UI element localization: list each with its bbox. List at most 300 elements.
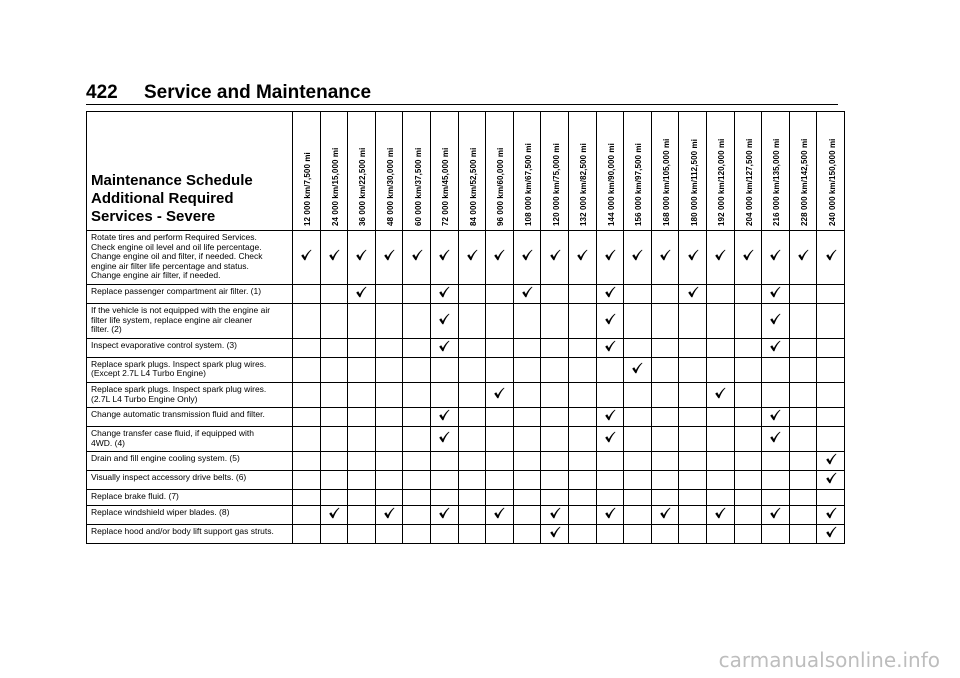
schedule-cell bbox=[458, 490, 486, 506]
schedule-cell bbox=[430, 408, 458, 427]
table-row bbox=[87, 357, 845, 382]
schedule-cell bbox=[403, 357, 431, 382]
schedule-cell bbox=[762, 382, 790, 407]
check-mark-icon bbox=[383, 248, 395, 260]
schedule-cell bbox=[430, 524, 458, 543]
service-description bbox=[87, 231, 293, 285]
schedule-cell bbox=[651, 471, 679, 490]
schedule-cell bbox=[320, 382, 348, 407]
schedule-cell bbox=[513, 490, 541, 506]
schedule-cell bbox=[734, 490, 762, 506]
schedule-cell bbox=[596, 303, 624, 338]
schedule-cell bbox=[403, 338, 431, 357]
interval-label: 24 000 km/15,000 mi bbox=[330, 147, 340, 226]
check-mark-icon bbox=[493, 386, 505, 398]
schedule-cell bbox=[458, 303, 486, 338]
schedule-cell bbox=[541, 524, 569, 543]
schedule-cell bbox=[486, 490, 514, 506]
schedule-cell bbox=[320, 452, 348, 471]
schedule-cell bbox=[403, 471, 431, 490]
schedule-cell bbox=[486, 231, 514, 285]
schedule-cell bbox=[348, 284, 376, 303]
service-description-line: If the vehicle is not equipped with the engine air bbox=[91, 304, 271, 315]
schedule-cell bbox=[596, 408, 624, 427]
check-mark-icon bbox=[825, 452, 837, 464]
schedule-cell bbox=[430, 231, 458, 285]
schedule-cell bbox=[320, 408, 348, 427]
check-mark-icon bbox=[714, 248, 726, 260]
schedule-cell bbox=[789, 338, 817, 357]
service-description-line: Change automatic transmission fluid and filter. bbox=[91, 409, 265, 420]
schedule-cell bbox=[596, 427, 624, 452]
check-mark-icon bbox=[825, 248, 837, 260]
schedule-cell bbox=[486, 505, 514, 524]
schedule-cell bbox=[403, 524, 431, 543]
check-mark-icon bbox=[769, 408, 781, 420]
schedule-cell bbox=[513, 284, 541, 303]
schedule-cell bbox=[513, 427, 541, 452]
schedule-cell bbox=[568, 471, 596, 490]
schedule-cell bbox=[486, 284, 514, 303]
schedule-cell bbox=[375, 231, 403, 285]
check-mark-icon bbox=[825, 506, 837, 518]
check-mark-icon bbox=[521, 248, 533, 260]
schedule-cell bbox=[568, 452, 596, 471]
schedule-cell bbox=[706, 357, 734, 382]
schedule-cell bbox=[817, 524, 845, 543]
service-description-line: filter. (2) bbox=[91, 324, 122, 335]
table-row bbox=[87, 382, 845, 407]
schedule-cell bbox=[789, 231, 817, 285]
schedule-cell bbox=[762, 452, 790, 471]
check-mark-icon bbox=[631, 248, 643, 260]
schedule-cell bbox=[817, 490, 845, 506]
schedule-cell bbox=[375, 303, 403, 338]
service-description-line: (2.7L L4 Turbo Engine Only) bbox=[91, 393, 198, 404]
table-header-row bbox=[87, 112, 845, 231]
interval-column-header bbox=[320, 112, 348, 231]
schedule-cell bbox=[596, 452, 624, 471]
service-description-line: Inspect evaporative control system. (3) bbox=[91, 339, 237, 350]
schedule-cell bbox=[734, 427, 762, 452]
table-title-line: Additional Required bbox=[91, 190, 234, 207]
check-mark-icon bbox=[438, 285, 450, 297]
schedule-cell bbox=[706, 408, 734, 427]
check-mark-icon bbox=[300, 248, 312, 260]
interval-column-header bbox=[706, 112, 734, 231]
schedule-cell bbox=[734, 471, 762, 490]
table-row bbox=[87, 338, 845, 357]
service-description-line: Replace spark plugs. Inspect spark plug wires. bbox=[91, 358, 267, 369]
schedule-cell bbox=[817, 357, 845, 382]
service-description-line: Check engine oil level and oil life percentage. bbox=[91, 241, 262, 252]
schedule-cell bbox=[375, 471, 403, 490]
schedule-cell bbox=[458, 452, 486, 471]
interval-label: 48 000 km/30,000 mi bbox=[386, 147, 396, 226]
check-mark-icon bbox=[521, 285, 533, 297]
service-description-line: 4WD. (4) bbox=[91, 437, 125, 448]
interval-label: 168 000 km/105,000 mi bbox=[662, 138, 672, 226]
service-description-line: Visually inspect accessory drive belts. (6) bbox=[91, 472, 247, 483]
schedule-cell bbox=[679, 231, 707, 285]
check-mark-icon bbox=[438, 248, 450, 260]
schedule-cell bbox=[651, 338, 679, 357]
check-mark-icon bbox=[549, 525, 561, 537]
check-mark-icon bbox=[659, 506, 671, 518]
schedule-cell bbox=[789, 303, 817, 338]
schedule-cell bbox=[762, 338, 790, 357]
check-mark-icon bbox=[438, 408, 450, 420]
service-description bbox=[87, 303, 293, 338]
schedule-cell bbox=[596, 490, 624, 506]
schedule-cell bbox=[320, 490, 348, 506]
service-description bbox=[87, 505, 293, 524]
check-mark-icon bbox=[604, 285, 616, 297]
schedule-cell bbox=[458, 471, 486, 490]
schedule-cell bbox=[513, 303, 541, 338]
schedule-cell bbox=[596, 338, 624, 357]
schedule-cell bbox=[348, 471, 376, 490]
schedule-cell bbox=[624, 408, 652, 427]
interval-label: 156 000 km/97,500 mi bbox=[634, 143, 644, 226]
schedule-cell bbox=[486, 471, 514, 490]
schedule-cell bbox=[762, 490, 790, 506]
service-description-line: Change transfer case fluid, if equipped with bbox=[91, 428, 255, 439]
schedule-cell bbox=[293, 505, 321, 524]
schedule-cell bbox=[817, 284, 845, 303]
check-mark-icon bbox=[769, 312, 781, 324]
schedule-cell bbox=[789, 490, 817, 506]
check-mark-icon bbox=[659, 248, 671, 260]
schedule-cell bbox=[762, 284, 790, 303]
schedule-cell bbox=[734, 408, 762, 427]
interval-column-header bbox=[430, 112, 458, 231]
schedule-cell bbox=[596, 357, 624, 382]
interval-label: 96 000 km/60,000 mi bbox=[496, 147, 506, 226]
schedule-cell bbox=[348, 357, 376, 382]
service-description bbox=[87, 427, 293, 452]
schedule-cell bbox=[541, 452, 569, 471]
interval-column-header bbox=[375, 112, 403, 231]
schedule-cell bbox=[624, 338, 652, 357]
schedule-cell bbox=[486, 338, 514, 357]
header-rule bbox=[86, 104, 838, 105]
check-mark-icon bbox=[687, 248, 699, 260]
schedule-cell bbox=[817, 338, 845, 357]
schedule-cell bbox=[430, 357, 458, 382]
schedule-cell bbox=[762, 303, 790, 338]
interval-column-header bbox=[789, 112, 817, 231]
schedule-cell bbox=[706, 231, 734, 285]
table-row bbox=[87, 452, 845, 471]
schedule-cell bbox=[817, 471, 845, 490]
schedule-cell bbox=[320, 284, 348, 303]
schedule-cell bbox=[789, 524, 817, 543]
table-body bbox=[87, 231, 845, 544]
schedule-cell bbox=[679, 303, 707, 338]
table-row bbox=[87, 284, 845, 303]
schedule-cell bbox=[568, 382, 596, 407]
schedule-cell bbox=[679, 382, 707, 407]
schedule-cell bbox=[430, 427, 458, 452]
schedule-cell bbox=[651, 231, 679, 285]
schedule-cell bbox=[596, 284, 624, 303]
interval-column-header bbox=[568, 112, 596, 231]
schedule-cell bbox=[348, 490, 376, 506]
schedule-cell bbox=[734, 452, 762, 471]
maintenance-schedule-table bbox=[86, 111, 845, 544]
interval-label: 36 000 km/22,500 mi bbox=[358, 147, 368, 226]
interval-label: 120 000 km/75,000 mi bbox=[551, 143, 561, 226]
schedule-cell bbox=[375, 505, 403, 524]
schedule-cell bbox=[568, 490, 596, 506]
schedule-cell bbox=[375, 427, 403, 452]
schedule-cell bbox=[403, 408, 431, 427]
interval-label: 72 000 km/45,000 mi bbox=[441, 147, 451, 226]
schedule-cell bbox=[679, 427, 707, 452]
schedule-cell bbox=[458, 231, 486, 285]
schedule-cell bbox=[596, 471, 624, 490]
schedule-cell bbox=[817, 303, 845, 338]
schedule-cell bbox=[706, 524, 734, 543]
schedule-cell bbox=[375, 382, 403, 407]
interval-column-header bbox=[817, 112, 845, 231]
schedule-cell bbox=[817, 427, 845, 452]
schedule-cell bbox=[706, 505, 734, 524]
service-description bbox=[87, 357, 293, 382]
schedule-cell bbox=[403, 490, 431, 506]
schedule-cell bbox=[513, 452, 541, 471]
service-description bbox=[87, 452, 293, 471]
schedule-cell bbox=[817, 382, 845, 407]
schedule-cell bbox=[541, 338, 569, 357]
schedule-cell bbox=[817, 408, 845, 427]
schedule-cell bbox=[348, 338, 376, 357]
schedule-cell bbox=[486, 524, 514, 543]
schedule-cell bbox=[403, 382, 431, 407]
schedule-cell bbox=[320, 357, 348, 382]
schedule-cell bbox=[789, 408, 817, 427]
schedule-cell bbox=[348, 231, 376, 285]
service-description bbox=[87, 524, 293, 543]
schedule-cell bbox=[624, 452, 652, 471]
schedule-cell bbox=[706, 338, 734, 357]
check-mark-icon bbox=[631, 361, 643, 373]
interval-label: 84 000 km/52,500 mi bbox=[468, 147, 478, 226]
check-mark-icon bbox=[355, 248, 367, 260]
schedule-cell bbox=[568, 524, 596, 543]
schedule-cell bbox=[624, 231, 652, 285]
check-mark-icon bbox=[604, 408, 616, 420]
table-row bbox=[87, 231, 845, 285]
check-mark-icon bbox=[604, 506, 616, 518]
schedule-cell bbox=[596, 524, 624, 543]
schedule-cell bbox=[651, 524, 679, 543]
interval-column-header bbox=[734, 112, 762, 231]
schedule-cell bbox=[541, 284, 569, 303]
table-title bbox=[87, 172, 292, 230]
table-row bbox=[87, 505, 845, 524]
schedule-cell bbox=[568, 284, 596, 303]
schedule-cell bbox=[541, 303, 569, 338]
check-mark-icon bbox=[687, 285, 699, 297]
interval-column-header bbox=[458, 112, 486, 231]
schedule-cell bbox=[375, 284, 403, 303]
schedule-cell bbox=[789, 357, 817, 382]
schedule-cell bbox=[403, 427, 431, 452]
schedule-cell bbox=[486, 303, 514, 338]
schedule-cell bbox=[762, 427, 790, 452]
schedule-cell bbox=[706, 284, 734, 303]
interval-label: 204 000 km/127,500 mi bbox=[744, 138, 754, 226]
schedule-cell bbox=[293, 427, 321, 452]
service-description-line: engine air filter life percentage and status. bbox=[91, 260, 249, 271]
watermark: carmanualsonline.info bbox=[718, 648, 940, 672]
service-description-line: filter life system, replace engine air cleaner bbox=[91, 314, 253, 325]
schedule-cell bbox=[458, 338, 486, 357]
schedule-cell bbox=[651, 357, 679, 382]
check-mark-icon bbox=[769, 285, 781, 297]
schedule-cell bbox=[513, 357, 541, 382]
schedule-cell bbox=[651, 408, 679, 427]
schedule-cell bbox=[789, 505, 817, 524]
schedule-cell bbox=[293, 382, 321, 407]
schedule-cell bbox=[293, 357, 321, 382]
schedule-cell bbox=[320, 231, 348, 285]
schedule-cell bbox=[541, 382, 569, 407]
service-description-line: Change engine oil and filter, if needed. Check bbox=[91, 251, 263, 262]
schedule-cell bbox=[486, 408, 514, 427]
schedule-cell bbox=[568, 408, 596, 427]
schedule-cell bbox=[320, 505, 348, 524]
schedule-cell bbox=[679, 524, 707, 543]
interval-column-header bbox=[651, 112, 679, 231]
schedule-cell bbox=[320, 303, 348, 338]
schedule-cell bbox=[762, 524, 790, 543]
schedule-cell bbox=[734, 382, 762, 407]
schedule-cell bbox=[596, 505, 624, 524]
schedule-cell bbox=[348, 452, 376, 471]
schedule-cell bbox=[486, 382, 514, 407]
schedule-cell bbox=[762, 231, 790, 285]
schedule-cell bbox=[293, 471, 321, 490]
schedule-cell bbox=[430, 284, 458, 303]
schedule-cell bbox=[458, 284, 486, 303]
section-title: Service and Maintenance bbox=[144, 82, 372, 103]
check-mark-icon bbox=[742, 248, 754, 260]
check-mark-icon bbox=[825, 471, 837, 483]
interval-column-header bbox=[596, 112, 624, 231]
service-description-line: Replace windshield wiper blades. (8) bbox=[91, 506, 230, 517]
check-mark-icon bbox=[466, 248, 478, 260]
check-mark-icon bbox=[411, 248, 423, 260]
check-mark-icon bbox=[438, 339, 450, 351]
interval-column-header bbox=[486, 112, 514, 231]
schedule-cell bbox=[762, 471, 790, 490]
table-row bbox=[87, 471, 845, 490]
schedule-cell bbox=[430, 490, 458, 506]
interval-label: 180 000 km/112,500 mi bbox=[689, 138, 699, 226]
schedule-cell bbox=[762, 505, 790, 524]
schedule-cell bbox=[348, 427, 376, 452]
schedule-cell bbox=[651, 427, 679, 452]
interval-column-header bbox=[541, 112, 569, 231]
schedule-cell bbox=[293, 452, 321, 471]
schedule-cell bbox=[817, 452, 845, 471]
schedule-cell bbox=[651, 303, 679, 338]
schedule-cell bbox=[789, 452, 817, 471]
service-description-line: Replace spark plugs. Inspect spark plug wires. bbox=[91, 383, 267, 394]
schedule-cell bbox=[458, 382, 486, 407]
check-mark-icon bbox=[383, 506, 395, 518]
interval-label: 60 000 km/37,500 mi bbox=[413, 147, 423, 226]
schedule-cell bbox=[486, 357, 514, 382]
check-mark-icon bbox=[769, 248, 781, 260]
interval-label: 192 000 km/120,000 mi bbox=[717, 138, 727, 226]
service-description-line: Change engine air filter, if needed. bbox=[91, 270, 221, 281]
schedule-cell bbox=[320, 471, 348, 490]
schedule-cell bbox=[651, 505, 679, 524]
schedule-cell bbox=[734, 338, 762, 357]
schedule-cell bbox=[348, 408, 376, 427]
schedule-cell bbox=[679, 505, 707, 524]
schedule-cell bbox=[706, 303, 734, 338]
schedule-cell bbox=[762, 408, 790, 427]
schedule-cell bbox=[403, 231, 431, 285]
schedule-cell bbox=[541, 427, 569, 452]
schedule-cell bbox=[789, 427, 817, 452]
schedule-cell bbox=[430, 303, 458, 338]
schedule-cell bbox=[651, 284, 679, 303]
schedule-cell bbox=[293, 284, 321, 303]
page-header bbox=[86, 80, 838, 104]
schedule-cell bbox=[706, 382, 734, 407]
schedule-cell bbox=[458, 505, 486, 524]
schedule-cell bbox=[624, 471, 652, 490]
schedule-cell bbox=[320, 338, 348, 357]
schedule-cell bbox=[789, 471, 817, 490]
table-title-cell bbox=[87, 112, 293, 231]
schedule-cell bbox=[458, 408, 486, 427]
schedule-cell bbox=[486, 452, 514, 471]
service-description-line: Replace hood and/or body lift support gas struts. bbox=[91, 525, 274, 536]
schedule-cell bbox=[320, 524, 348, 543]
schedule-cell bbox=[375, 338, 403, 357]
schedule-cell bbox=[651, 452, 679, 471]
check-mark-icon bbox=[714, 506, 726, 518]
schedule-cell bbox=[375, 452, 403, 471]
schedule-cell bbox=[817, 505, 845, 524]
table-row bbox=[87, 490, 845, 506]
check-mark-icon bbox=[549, 248, 561, 260]
page-number: 422 bbox=[86, 82, 118, 103]
table-title-line: Services - Severe bbox=[91, 208, 216, 225]
check-mark-icon bbox=[493, 506, 505, 518]
schedule-cell bbox=[541, 471, 569, 490]
check-mark-icon bbox=[825, 525, 837, 537]
table-row bbox=[87, 427, 845, 452]
schedule-cell bbox=[596, 231, 624, 285]
schedule-cell bbox=[624, 427, 652, 452]
interval-column-header bbox=[348, 112, 376, 231]
schedule-cell bbox=[734, 357, 762, 382]
schedule-cell bbox=[293, 303, 321, 338]
schedule-cell bbox=[513, 338, 541, 357]
schedule-cell bbox=[513, 382, 541, 407]
interval-column-header bbox=[293, 112, 321, 231]
schedule-cell bbox=[762, 357, 790, 382]
schedule-cell bbox=[541, 357, 569, 382]
